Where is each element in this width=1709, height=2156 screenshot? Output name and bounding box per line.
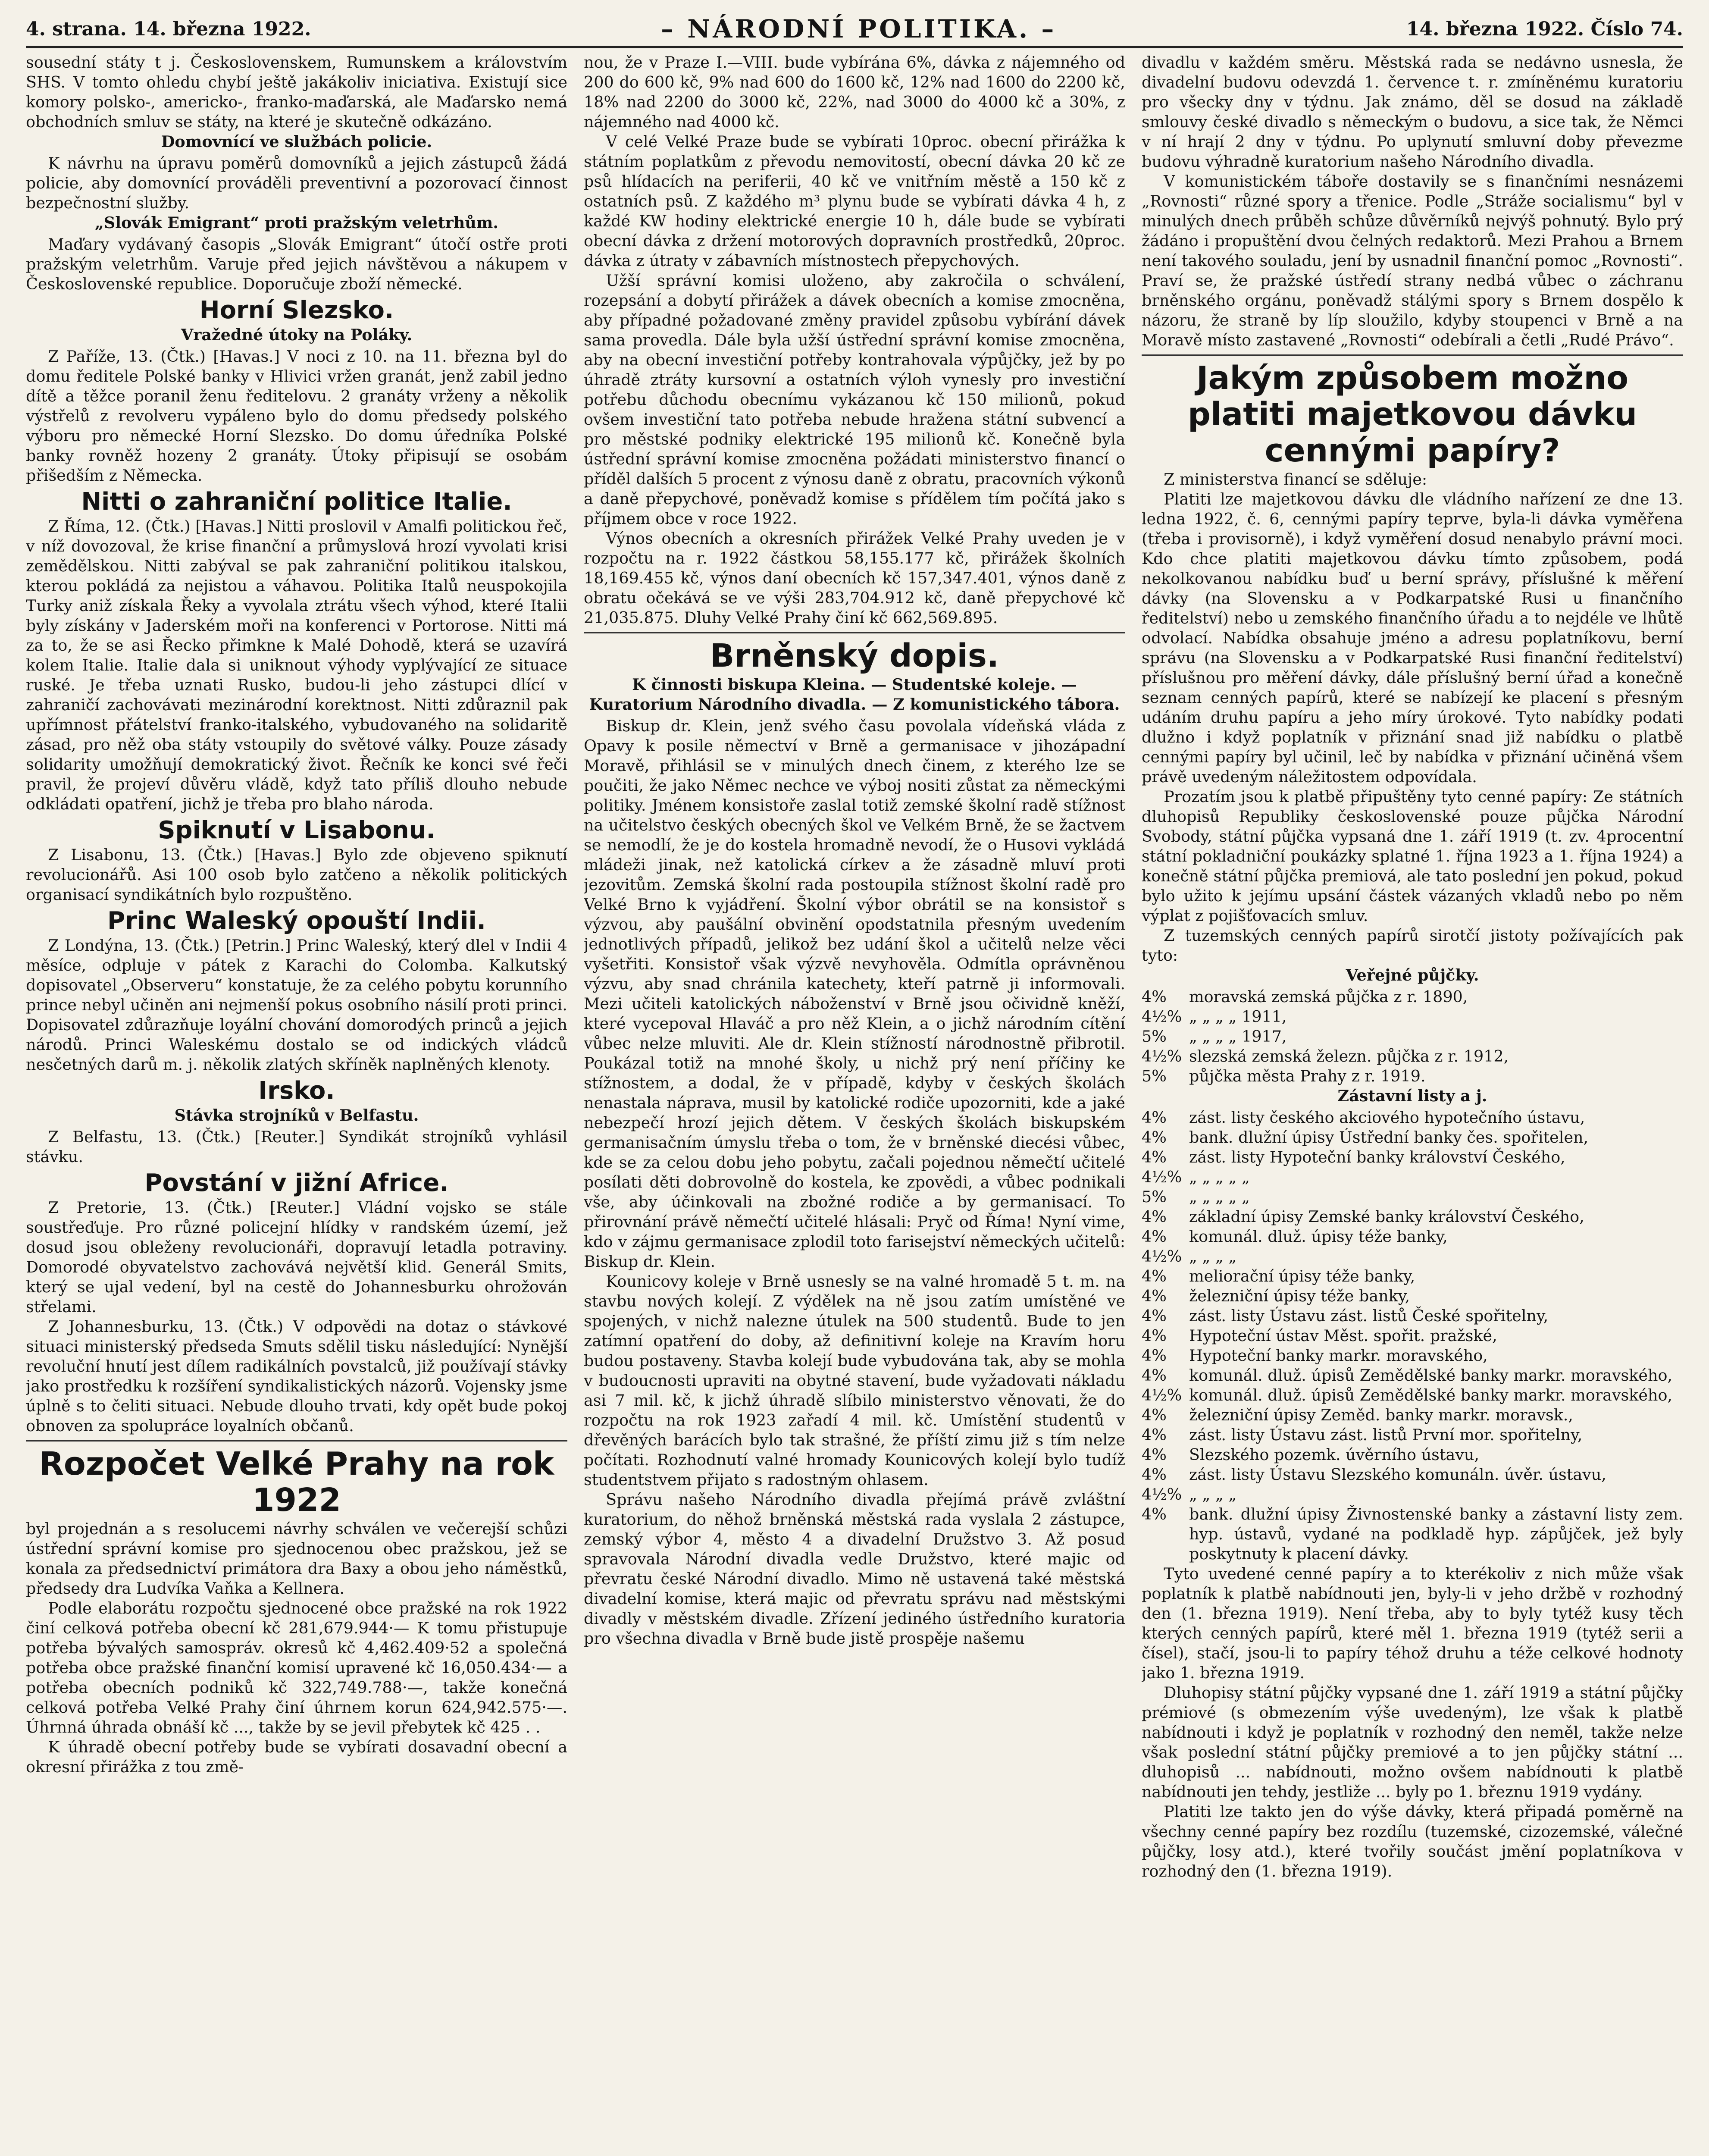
security-name: „ „ „ „ 1911, <box>1189 1007 1287 1026</box>
divider <box>584 632 1125 633</box>
interest-rate: 5% <box>1142 1067 1167 1085</box>
article-text: Z Paříže, 13. (Čtk.) [Havas.] V noci z 10. na 11. března byl do domu ředitele Polské banky v Hlivici vržen granát, jenž zabil jedno dítě a těžce poranil ženu ředitelovu. 2 granáty vrženy a několik výstřelů z revolveru vypáleno bylo do domu předsedy polského výboru pro německé Horní Slezsko. Do domu úředníka Polské banky rovněž hozeny 2 granáty. Útoky připisují se osobám přišedším z Německa. <box>26 347 567 485</box>
security-name: „ „ „ „ <box>1189 1247 1237 1266</box>
security-name: zást. listy českého akciového hypotečního ústavu, <box>1189 1108 1585 1127</box>
list-item <box>1142 1405 1683 1425</box>
article-text: Dluhopisy státní půjčky vypsané dne 1. září 1919 a státní půjčky prémiové (s obmezením výše uvedeným), lze však k platbě nabídnouti i když je poplatník v rozhodný den neměl, takže nelze však poslední státní půjčky premiové a to jen půjčky státní ... dluhopisů ... nabídnouti, možno ovšem nabídnouti k platbě nabídnouti jen tehdy, jestliže ... byly po 1. březnu 1919 vydány. <box>1142 1683 1683 1801</box>
article-text: Výnos obecních a okresních přirážek Velké Prahy uveden je v rozpočtu na r. 1922 částkou 58,155.177 kč, přirážek školních 18,169.455 kč, výnos daní obecních kč 157,347.401, výnos daně z obratu očekává se ve výši 283,704.912 kč, daně přepychové kč 21,035.875. Dluhy Velké Prahy činí kč 662,569.895. <box>584 529 1125 627</box>
interest-rate: 4½% <box>1142 1247 1182 1266</box>
security-name: zást. listy Hypoteční banky království Českého, <box>1189 1148 1565 1166</box>
list-item <box>1142 1027 1683 1047</box>
list-item <box>1142 1346 1683 1366</box>
list-item <box>1142 1147 1683 1167</box>
article-text: Správu našeho Národního divadla přejímá právě zvláštní kuratorium, do něhož brněnská městská rada vyslala 2 zástupce, zemský výbor 4, město 4 a divadelní Družstvo 3. Až posud spravovala Národní divadla vedle Družstvo, které majic od převratu české Národní divadlo. Mimo ně ustavená také městská divadelní komise, která majic od převratu správu nad městskými divadly v městském divadle. Zřízení jediného ústředního kuratoria pro všechna divadla v Brně bude jistě prospěje našemu <box>584 1490 1125 1648</box>
article-text: K úhradě obecní potřeby bude se vybírati dosavadní obecní a okresní přirážka z tou změ- <box>26 1738 567 1776</box>
security-name: bank. dlužní úpisy Živnostenské banky a zástavní listy zem. hyp. ústavů, vydané na podkladě hyp. zápůjček, jež byly poskytnuty k placení dávky. <box>1189 1505 1683 1563</box>
security-name: základní úpisy Zemské banky království Českého, <box>1189 1207 1584 1226</box>
list-item <box>1142 1108 1683 1128</box>
interest-rate: 4% <box>1142 1326 1167 1345</box>
list-item <box>1142 1128 1683 1147</box>
section-headline: Brněnský dopis. <box>710 637 999 674</box>
column-1 <box>26 53 567 2156</box>
security-name: Hypoteční banky markr. moravského, <box>1189 1346 1488 1365</box>
article-text: V komunistickém táboře dostavily se s finančními nesnázemi „Rovnosti“ různé spory a třenice. Podle „Stráže socialismu“ byl v minulých dnech průběh schůze důvěrníků nejvýš pohnutý. Bylo prý žádáno i propuštění dvou čelných redaktorů. Mezi Prahou a Brnem není takového souladu, jení by usnadnil finanční pomoc „Rovnosti“. Praví se, že pražské ústředí strany nedbá vůbec o záchranu brněnského orgánu, poněvadž stálými spory s Brnem dospělo k názoru, že straně by líp sloužilo, kdyby stoupenci v Brně a na Moravě místo zastavené „Rovnosti“ odebírali a četli „Rudé Právo“. <box>1142 172 1683 349</box>
pledge-letters-list <box>1142 1108 1683 1564</box>
article-text: Z Londýna, 13. (Čtk.) [Petrin.] Princ Waleský, který dlel v Indii 4 měsíce, odpluje v pátek z Karachi do Colomba. Kalkutský dopisovatel „Observeru“ konstatuje, že za celého pobytu korunního prince nebyl učiněn ani nejmenší pokus osobního násilí proti princi. Dopisovatel zdůrazňuje loyální chování domorodých princů a jejich národů. Princi Waleskému dostalo se od indických vládců nesčetných darů m. j. několik zlatých skříněk naplněných klenoty. <box>26 936 567 1074</box>
section-headline: Nitti o zahraniční politice Italie. <box>81 488 512 516</box>
interest-rate: 4% <box>1142 1426 1167 1444</box>
list-item <box>1142 1326 1683 1346</box>
section-headline: Jakým způsobem možno platiti majetkovou dávku cennými papíry? <box>1187 360 1637 469</box>
security-name: zást. listy Ústavu zást. listů První mor. spořitelny, <box>1189 1426 1583 1444</box>
article-text: V celé Velké Praze bude se vybírati 10proc. obecní přirážka k státním poplatkům z převodu nemovitostí, obecní dávka 20 kč ze psů hlídacích na periferii, 40 kč ve vnitřním městě a 150 kč z ostatních psů. Z každého m³ plynu bude se vybírati dávka 4 h, z každé KW hodiny elektrické energie 10 h, dále bude se vybírati obecní dávka z držení motorových dopravních prostředků, 20proc. dávka z útraty v zábavních místnostech přepychových. <box>584 132 1125 270</box>
security-name: železniční úpisy Zeměd. banky markr. moravsk., <box>1189 1406 1574 1424</box>
public-loans-list <box>1142 987 1683 1086</box>
list-item <box>1142 1066 1683 1086</box>
security-name: železniční úpisy téže banky, <box>1189 1287 1410 1305</box>
article-text: Z ministerstva financí se sděluje: <box>1164 470 1427 489</box>
article-text: K návrhu na úpravu poměrů domovníků a jejich zástupců žádá policie, aby domovnící prováděli preventivní a pozorovací činnost bezpečnostní služby. <box>26 154 567 212</box>
article-subheadline: K činnosti biskupa Kleina. — Studentské koleje. — Kuratorium Národního divadla. — Z komunistického tábora. <box>589 675 1120 714</box>
interest-rate: 4% <box>1142 987 1167 1006</box>
list-item <box>1142 1485 1683 1504</box>
security-name: moravská zemská půjčka z r. 1890, <box>1189 987 1468 1006</box>
interest-rate: 5% <box>1142 1188 1167 1206</box>
list-item <box>1142 1366 1683 1385</box>
interest-rate: 4% <box>1142 1267 1167 1285</box>
section-headline: Irsko. <box>258 1077 335 1105</box>
security-name: Hypoteční ústav Měst. spořit. pražské, <box>1189 1326 1497 1345</box>
article-text: Z Lisabonu, 13. (Čtk.) [Havas.] Bylo zde objeveno spiknutí revolucionářů. Asi 100 osob bylo zatčeno a několik politických organisací syndikátních bylo rozpuštěno. <box>26 846 567 904</box>
header-right: 14. března 1922. Číslo 74. <box>1406 18 1683 40</box>
divider <box>1142 354 1683 356</box>
interest-rate: 4% <box>1142 1287 1167 1305</box>
article-text: Z Říma, 12. (Čtk.) [Havas.] Nitti proslovil v Amalfi politickou řeč, v níž dovozoval, že krise finanční a průmyslová hrozí vyvolati krisi zemědělskou. Nitti zabýval se pak zahraniční politikou italskou, kterou pokládá za nejistou a váhavou. Politika Italů neuspokojila Turky aniž získala Řeky a vyvolala ztrátu všech výhod, které Italii byly získány v Jaderském moři na konferenci v Portorose. Nitti má za to, že se asi Řecko přimkne k Malé Dohodě, která se uzavírá kolem Italie. Italie dala si uniknout výhody vyplývající ze situace ruské. Je třeba uznati Rusko, budou-li jeho zástupci dlící v zahraničí zachovávati mezinárodní korektnost. Nitti zdůraznil pak upřímnost přátelství franko-italského, vybudovaného na solidaritě zásad, pro něž oba státy vstoupily do světové války. Pouze zásady solidarity umožňují demokratický život. Řečník ke konci své řeči pravil, že projeví důvěru vládě, když tato příliš dlouho nebude odkládati opatření, jichž je třeba pro blaho národa. <box>26 517 567 813</box>
list-item <box>1142 1247 1683 1266</box>
interest-rate: 4½% <box>1142 1168 1182 1186</box>
section-headline: Rozpočet Velké Prahy na rok 1922 <box>39 1445 554 1519</box>
interest-rate: 4% <box>1142 1207 1167 1226</box>
divider <box>26 1440 567 1442</box>
section-headline: Horní Slezsko. <box>199 296 394 324</box>
article-headline: „Slovák Emigrant“ proti pražským veletrhům. <box>94 213 499 232</box>
article-text: Platiti lze majetkovou dávku dle vládního nařízení ze dne 13. ledna 1922, č. 6, cennými papíry teprve, byla-li dávka vyměřena (třeba i provisorně), i když vyměření dosud nenabylo právní moci. Kdo chce platiti majetkovou dávku tímto způsobem, podá nekolkovanou nabídku buď u berní správy, příslušné k měření dávky (na Slovensku a v Podkarpatské Rusi u finančního ředitelství) nebo u zemského finančního úřadu a to nejdéle ve lhůtě odvolací. Nabídka obsahuje jméno a adresu poplatníkovu, berní správu (na Slovensku a v Podkarpatské Rusi finanční ředitelství) příslušnou pro měření dávky, dále příslušný berní úřad a konečně seznam cenných papírů, které se nabízejí ke placení s přesným udáním druhu papíru a jeho míry úrokové. Tyto nabídky podati dlužno i když poplatník v přiznání snad již nabídku o platbě cennými papíry byl učinil, leč by nabídka v přiznání učiněná všem právě uvedeným náležitostem odpovídala. <box>1142 490 1683 786</box>
article-headline: Domovnící ve službách policie. <box>161 132 432 151</box>
article-text: Maďary vydávaný časopis „Slovák Emigrant“ útočí ostře proti pražským veletrhům. Varuje před jejich návštěvou a nákupem v Československé republice. Doporučuje zboží německé. <box>26 235 567 293</box>
article-text: nou, že v Praze I.—VIII. bude vybírána 6%, dávka z nájemného od 200 do 600 kč, 9% nad 600 do 1600 kč, 12% nad 1600 do 2200 kč, 18% nad 2200 do 3000 kč, 22%, nad 3000 do 4000 kč a 30%, z nájemného nad 4000 kč. <box>584 53 1125 131</box>
security-name: „ „ „ „ „ <box>1189 1188 1250 1206</box>
security-name: komunál. dluž. úpisů Zemědělské banky markr. moravského, <box>1189 1386 1673 1404</box>
list-item <box>1142 1504 1683 1564</box>
interest-rate: 4½% <box>1142 1386 1182 1404</box>
article-text: Tyto uvedené cenné papíry a to kterékoliv z nich může však poplatník k platbě nabídnouti jen, byly-li v jeho držbě v rozhodný den (1. března 1919). Není třeba, aby to byly tytéž kusy těch kterých cenných papírů, které měl 1. března 1919 (tytéž serii a čísel), stačí, jsou-li to papíry téhož druhu a téže celkové hodnoty jako 1. března 1919. <box>1142 1564 1683 1682</box>
security-name: komunál. dluž. úpisů Zemědělské banky markr. moravského, <box>1189 1366 1673 1385</box>
list-item <box>1142 1187 1683 1207</box>
article-text: byl projednán a s resolucemi návrhy schválen ve večerejší schůzi ústřední správní komise pro sjednocenou obec pražskou, jež se konala za předsednictví primátora dra Baxy a obou jeho náměstků, předsedy dra Ludvíka Vaňka a Kellnera. <box>26 1520 567 1598</box>
interest-rate: 4% <box>1142 1406 1167 1424</box>
interest-rate: 4% <box>1142 1445 1167 1464</box>
header-left: 4. strana. 14. března 1922. <box>26 18 311 40</box>
interest-rate: 5% <box>1142 1027 1167 1046</box>
interest-rate: 4% <box>1142 1148 1167 1166</box>
article-text: divadlu v každém směru. Městská rada se nedávno usnesla, že divadelní budovu odevzdá 1. července t. r. zmíněnému kuratoriu pro všecky dny v týdnu. Jak známo, děl se dosud na základě smlouvy české divadlo s německým o budovu, a sice tak, že Němci v ní hrají 2 dny v týdnu. Po uplynutí smluvní doby převezme budovu výhradně kuratorium našeho Národního divadla. <box>1142 53 1683 171</box>
article-text: Prozatím jsou k platbě připuštěny tyto cenné papíry: Ze státních dluhopisů Republiky československé pouze půjčka Národní Svobody, státní půjčka vypsaná dne 1. září 1919 (t. zv. 4procentní státní pokladniční poukázky splatné 1. října 1923 a 1. října 1924) a konečně státní půjčka premiová, ale tato poslední jen pokud, pokud bylo užito k jejímu upsání částek vázaných vkladů nebo po něm výplat z pojišťovacích smluv. <box>1142 787 1683 925</box>
article-text: Platiti lze takto jen do výše dávky, která připadá poměrně na všechny cenné papíry bez rozdílu (tuzemské, cizozemské, válečné půjčky, losy atd.), které tvořily součást jmění poplatníkova v rozhodný den (1. března 1919). <box>1142 1802 1683 1880</box>
article-text: Užší správní komisi uloženo, aby zakročila o schválení, rozepsání a dobytí přirážek a dávek obecních a komise zmocněna, aby případné požadované změny pravidel způsobu vybírání dávek sama provedla. Dále byla užší ústřední správní komise zmocněna, aby na obecní investiční potřeby kontrahovala výpůjčky, jež by po úhradě ztráty kursovní a ostatních výloh vynesly pro investiční potřebu důchodu obecnímu vykázanou kč 150 milionů, pokud ovšem investiční tato potřeba nebude hražena státní subvencí a pro městské podniky elektrické 195 milionů kč. Konečně byla ústřední správní komise zmocněna požádati ministerstvo financí o příděl dalších 5 procent z výnosu daně z obratu, pracovních výkonů a daně přepychové, poněvadž komise s přídělem tím počítá jako s příjmem obce v roce 1922. <box>584 271 1125 528</box>
security-name: Slezského pozemk. úvěrního ústavu, <box>1189 1445 1479 1464</box>
list-item <box>1142 1227 1683 1247</box>
article-subheadline: Stávka strojníků v Belfastu. <box>174 1106 419 1125</box>
section-headline: Spiknutí v Lisabonu. <box>158 816 435 844</box>
article-text: Biskup dr. Klein, jenž svého času povolala vídeňská vláda z Opavy k posile němectví v Brně a germanisace v jihozápadní Moravě, přihlásil se v minulých dnech činem, z kterého lze se poučiti, že jako Němec nechce ve výboj nositi zůstat za německými politiky. Jménem konsistoře zaslal totiž zemské školní radě stížnost na učitelstvo českých obecných škol ve Velkém Brně, že se žactvem se nemodlí, že je do kostela hromadně nevodí, že o Husovi vykládá mládeži jinak, než katolická církev a že zásadně mluví proti jezovitům. Zemská školní rada postoupila stížnost školní radě pro Velké Brno k vyjádření. Školní výbor obrátil se na konsistoř s výzvou, aby paušální obvinění opodstatnila přesným uvedením jednotlivých případů, jelikož bez udání škol a učitelů nelze věci vyšetřiti. Konsistoř však výzvě nevyhověla. Odmítla oprávněnou výzvu, aby snad chránila katechety, kteří patrně ji informovali. Mezi učiteli katolických náboženství v Brně jsou očividně kněží, které vycepoval Hlaváč a pro něž Klein, a o jichž národním cítění vůbec nelze mluviti. Ale dr. Klein stížností národnostně přibrotil. Poukázal totiž na mnohé školy, u nichž prý není příčiny ke stížnostem, a dodal, že v případě, kdyby v českých školách nenastala náprava, musil by katolické rodiče upozorniti, kde a jaké nebezpečí hrozí jejich dětem. V českých školách biskupském germanisačním úmyslu třeba o tom, že v brněnské diecési vůbec, kde se za celou dobu jeho pobytu, začali pojednou němečtí učitelé posílati děti dobrovolně do kostela, ke zpovědi, a vůbec podnikali vše, aby účinkovali na zbožné rodiče a by germanisací. To přirovnání právě němečtí učitelé hlásali: Pryč od Říma! Nyní vime, kdo v zájmu germanisace zplodil toto farisejství německých učitelů: Biskup dr. Klein. <box>584 717 1125 1271</box>
security-name: „ „ „ „ „ <box>1189 1168 1250 1186</box>
list-item <box>1142 1445 1683 1465</box>
masthead: – NÁRODNÍ POLITIKA. – <box>661 14 1057 44</box>
interest-rate: 4% <box>1142 1128 1167 1147</box>
security-name: zást. listy Ústavu zást. listů České spořitelny, <box>1189 1307 1549 1325</box>
list-item <box>1142 1167 1683 1187</box>
interest-rate: 4% <box>1142 1505 1167 1523</box>
security-name: „ „ „ „ <box>1189 1485 1237 1504</box>
page-header <box>26 12 1683 48</box>
list-heading: Zástavní listy a j. <box>1337 1087 1487 1105</box>
list-item <box>1142 1207 1683 1227</box>
article-subheadline: Vražedné útoky na Poláky. <box>181 326 413 344</box>
interest-rate: 4% <box>1142 1366 1167 1385</box>
interest-rate: 4% <box>1142 1227 1167 1246</box>
article-text: Kounicovy koleje v Brně usnesly se na valné hromadě 5 t. m. na stavbu nových kolejí. Z výdělek na ně jsou zatím umístěné ve spojených, v nichž nalezne útulek na 500 studentů. Bude to jen zatímní opatření do doby, až definitivní koleje na Kravím horu budou postaveny. Stavba kolejí bude vybudována tak, aby se mohla v budoucnosti upraviti na obytné stavení, bude vyžadovati nákladu asi 7 mil. kč, k jichž úhradě slíbilo ministerstvo věnovati, že do rozpočtu na rok 1923 zařadí 4 mil. kč. Umístění studentů v dřevěných barácích bylo tak strašné, že příští zimu již s tím nelze počítati. Rozhodnutí valné hromady Kounicových kolejí bylo tudíž studentstvem přijato s radostným ohlasem. <box>584 1272 1125 1489</box>
article-text: sousední státy t j. Československem, Rumunskem a královstvím SHS. V tomto ohledu chybí ještě jakákoliv iniciativa. Existují sice komory polsko-, americko-, franko-maďarská, ale Maďarsko nemá obchodních smluv se státy, na které je skutečně odkázáno. <box>26 53 567 131</box>
article-text: Z Belfastu, 13. (Čtk.) [Reuter.] Syndikát strojníků vyhlásil stávku. <box>26 1128 567 1166</box>
list-item <box>1142 1047 1683 1066</box>
interest-rate: 4½% <box>1142 1047 1182 1065</box>
interest-rate: 4½% <box>1142 1007 1182 1026</box>
security-name: zást. listy Ústavu Slezského komunáln. úvěr. ústavu, <box>1189 1465 1606 1484</box>
interest-rate: 4% <box>1142 1346 1167 1365</box>
column-3 <box>1142 53 1683 2156</box>
list-item <box>1142 1266 1683 1286</box>
list-item <box>1142 1465 1683 1485</box>
article-text: Z Johannesburku, 13. (Čtk.) V odpovědi na dotaz o stávkové situaci ministerský předseda Smuts sdělil tisku následující: Nynější revoluční hnutí jest dílem radikálních povstalců, již používají stávky jako prostředku k rozšíření syndikalistických názorů. Vojensky jsme úplně s to čeliti situaci. Nebude dlouho trvati, kdy opět bude pokoj obnoven za spolupráce loyalních občanů. <box>26 1317 567 1435</box>
interest-rate: 4% <box>1142 1307 1167 1325</box>
list-item <box>1142 1286 1683 1306</box>
list-item <box>1142 1306 1683 1326</box>
interest-rate: 4½% <box>1142 1485 1182 1504</box>
list-heading: Veřejné půjčky. <box>1346 966 1479 984</box>
article-text: Podle elaborátu rozpočtu sjednocené obce pražské na rok 1922 činí celková potřeba obecní kč 281,679.944·— K tomu přistupuje potřeba bývalých samospráv. okresů kč 4,462.409·52 a společná potřeba obce pražské finanční komisí upravené kč 16,050.434·— a potřeba obecních podniků kč 322,749.788·—, takže konečná celková potřeba Velké Prahy činí úhrnem korun 624,942.575·—. Úhrnná úhrada obnáší kč ..., takže by se jevil přebytek kč 425 . . <box>26 1599 567 1736</box>
security-name: meliorační úpisy téže banky, <box>1189 1267 1415 1285</box>
security-name: komunál. dluž. úpisy téže banky, <box>1189 1227 1448 1246</box>
security-name: „ „ „ „ 1917, <box>1189 1027 1287 1046</box>
interest-rate: 4% <box>1142 1465 1167 1484</box>
column-2 <box>584 53 1125 2156</box>
interest-rate: 4% <box>1142 1108 1167 1127</box>
security-name: bank. dlužní úpisy Ústřední banky čes. spořitelen, <box>1189 1128 1589 1147</box>
security-name: slezská zemská železn. půjčka z r. 1912, <box>1189 1047 1509 1065</box>
list-item <box>1142 987 1683 1007</box>
list-item <box>1142 1425 1683 1445</box>
list-item <box>1142 1007 1683 1027</box>
section-headline: Princ Waleský opouští Indii. <box>107 907 486 935</box>
list-item <box>1142 1385 1683 1405</box>
security-name: půjčka města Prahy z r. 1919. <box>1189 1067 1426 1085</box>
section-headline: Povstání v jižní Africe. <box>144 1169 449 1197</box>
article-text: Z tuzemských cenných papírů sirotčí jistoty požívajících pak tyto: <box>1142 926 1683 965</box>
article-text: Z Pretorie, 13. (Čtk.) [Reuter.] Vládní vojsko se stále soustřeďuje. Pro různé policejní hlídky v randském území, jež dosud jsou obleženy revolucionáři, dopravují letadla potraviny. Domorodé obyvatelstvo zachovává největší klid. Generál Smits, který se ujal vedení, byl na cestě do Johannesburku ohrožován střelami. <box>26 1198 567 1316</box>
